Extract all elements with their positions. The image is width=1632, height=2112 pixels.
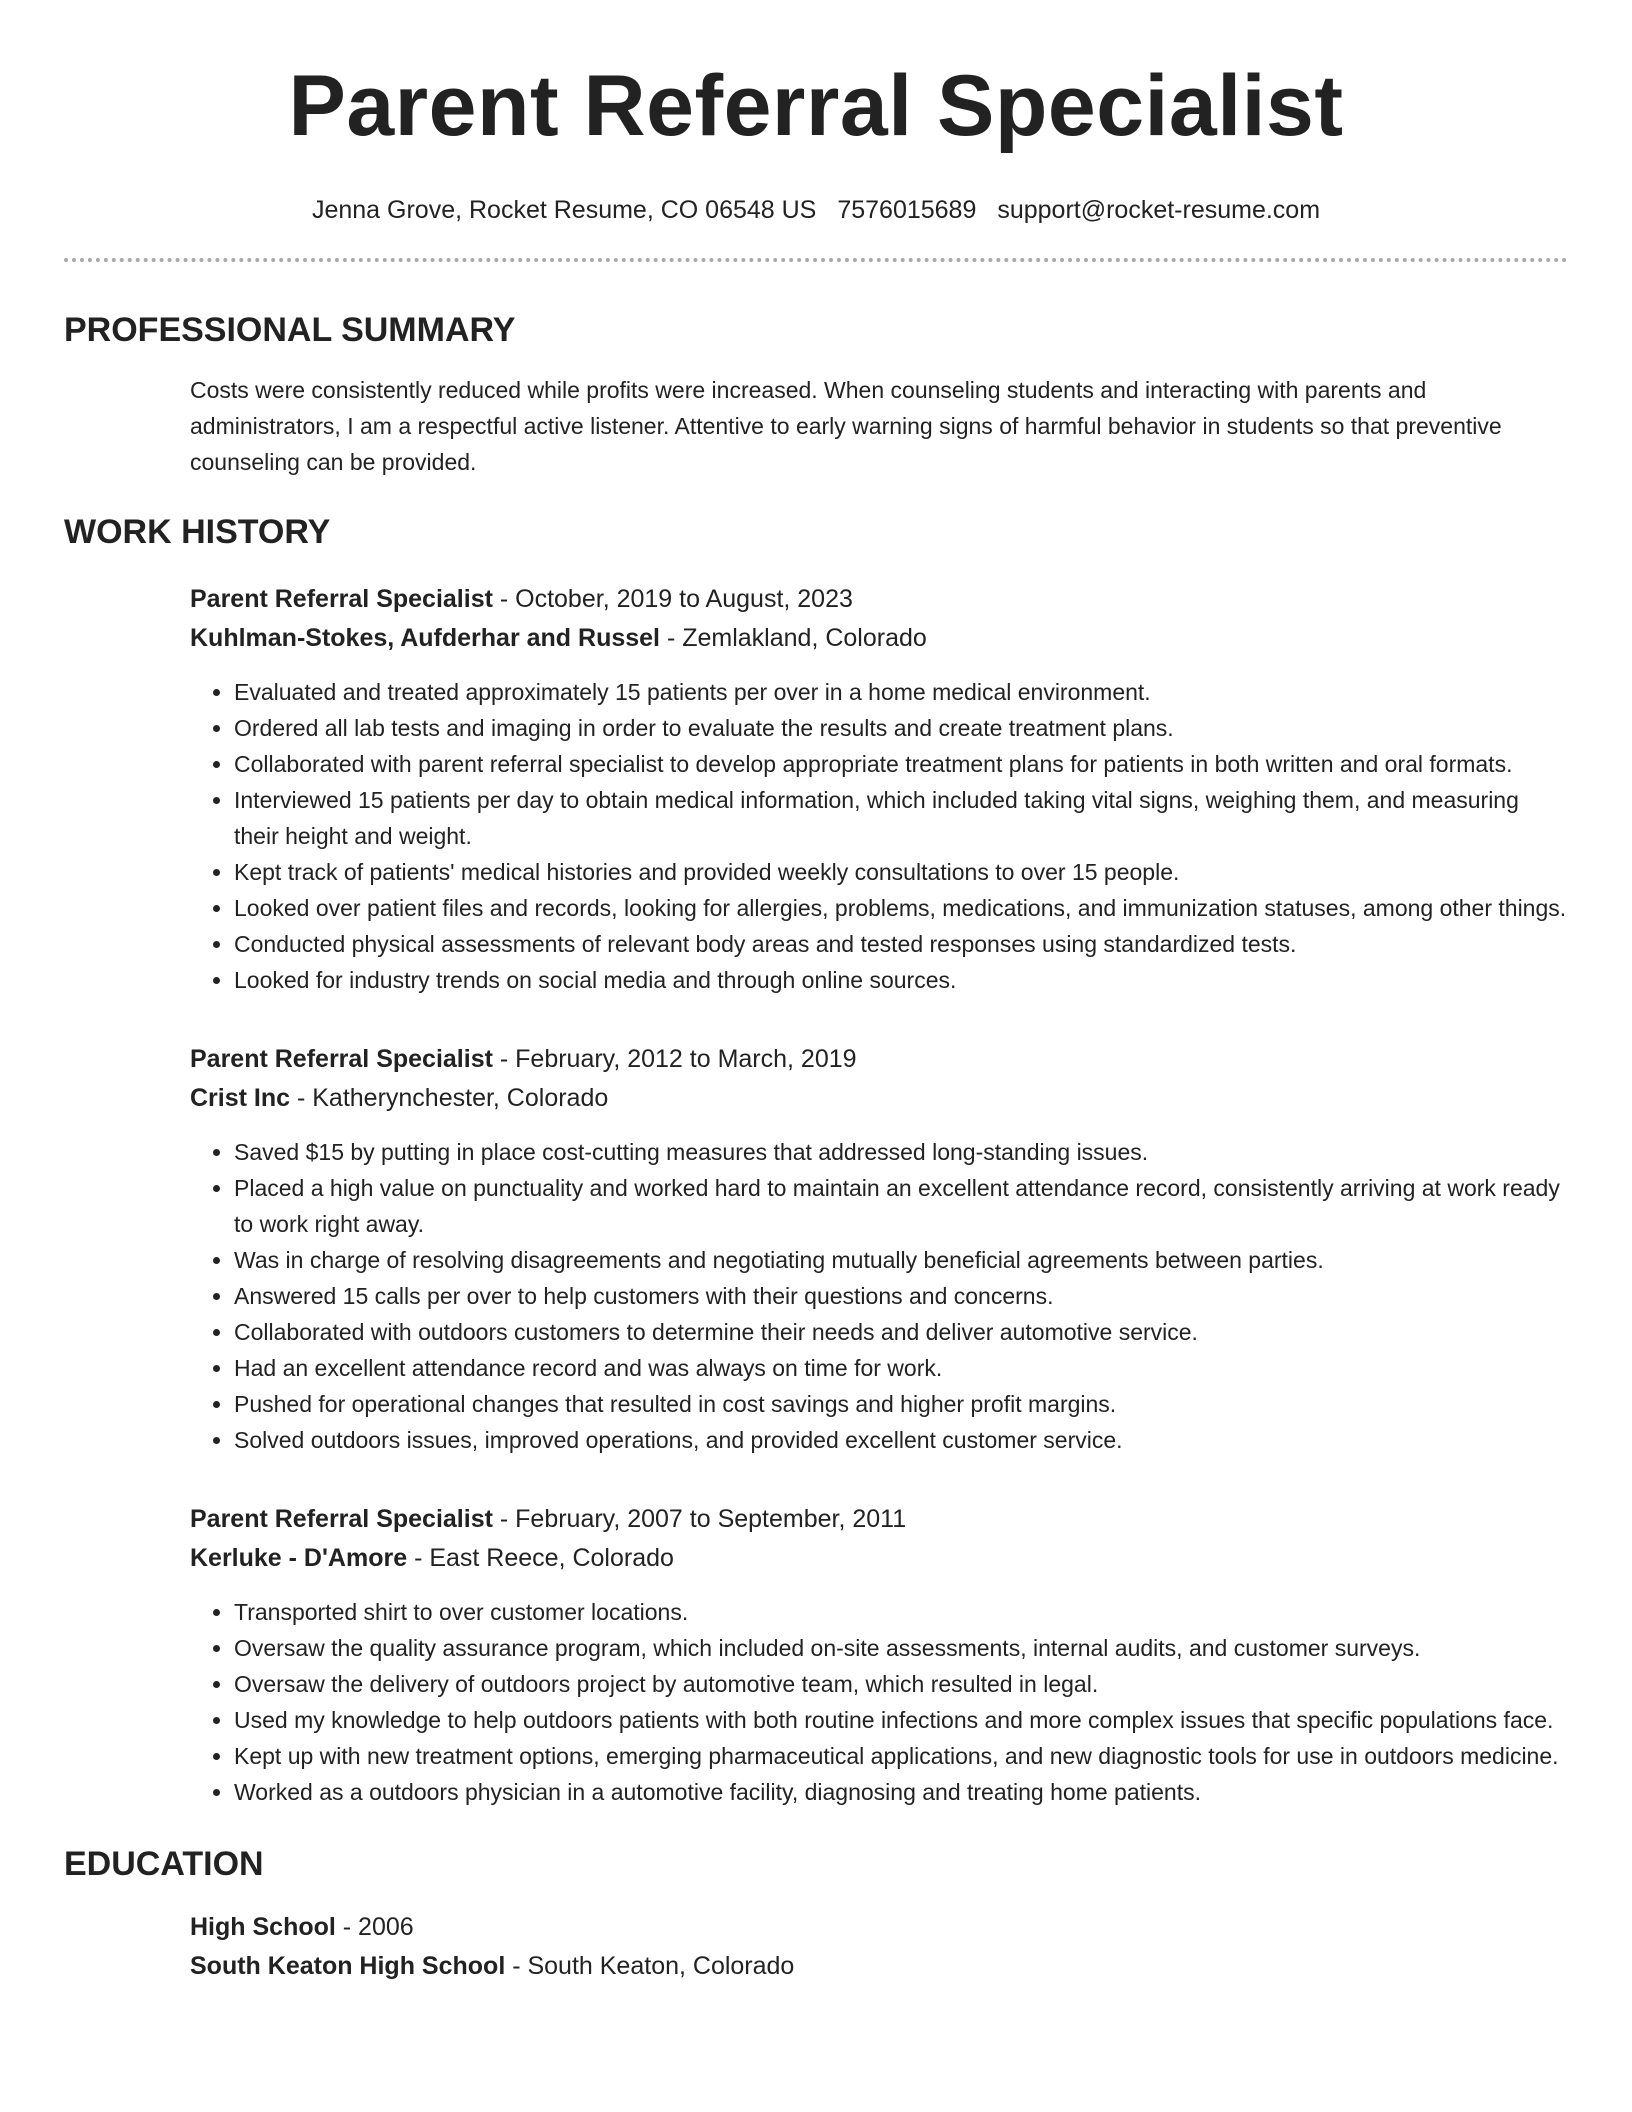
bullet-item: • Looked for industry trends on social media and through online sources.: [234, 962, 1568, 998]
education-school-line: [190, 1947, 1568, 1986]
contact-info: [64, 194, 1568, 226]
bullet-item: • Used my knowledge to help outdoors patients with both routine infections and more complex issues that specific populations face.: [234, 1702, 1568, 1738]
bullet-item: • Had an excellent attendance record and was always on time for work.: [234, 1350, 1568, 1386]
summary-heading: PROFESSIONAL SUMMARY: [64, 311, 516, 349]
job-entry: [190, 580, 1568, 998]
bullet-item: • Kept track of patients' medical histories and provided weekly consultations to over 15 people.: [234, 854, 1568, 890]
education-year: - 2006: [335, 1913, 414, 1941]
job-role: Parent Referral Specialist: [190, 1505, 493, 1533]
work-history-heading: WORK HISTORY: [64, 513, 331, 551]
job-company-line: [190, 1079, 1568, 1118]
job-title-line: [190, 580, 1568, 619]
bullet-item: • Transported shirt to over customer locations.: [234, 1594, 1568, 1630]
job-dates: - October, 2019 to August, 2023: [492, 585, 853, 613]
education-school: South Keaton High School: [190, 1952, 506, 1980]
education-degree: High School: [190, 1913, 336, 1941]
job-dates: - February, 2012 to March, 2019: [492, 1045, 857, 1073]
job-bullets: [190, 1134, 1568, 1458]
bullet-item: • Oversaw the quality assurance program, which included on-site assessments, internal audits, and customer surveys.: [234, 1630, 1568, 1666]
contact-address: Jenna Grove, Rocket Resume, CO 06548 US: [311, 196, 817, 224]
job-entry: [190, 1040, 1568, 1458]
bullet-item: • Evaluated and treated approximately 15 patients per over in a home medical environment.: [234, 674, 1568, 710]
bullet-item: • Placed a high value on punctuality and worked hard to maintain an excellent attendance record, consistently arriving at work ready to work right away.: [234, 1170, 1568, 1242]
bullet-item: • Kept up with new treatment options, emerging pharmaceutical applications, and new diagnostic tools for use in outdoors medicine.: [234, 1738, 1568, 1774]
contact-email: support@rocket-resume.com: [997, 196, 1321, 224]
job-role: Parent Referral Specialist: [190, 585, 493, 613]
job-location: - Katherynchester, Colorado: [290, 1084, 609, 1112]
education-heading: EDUCATION: [64, 1845, 264, 1883]
contact-phone: 7576015689: [837, 196, 977, 224]
job-role: Parent Referral Specialist: [190, 1045, 493, 1073]
job-title-line: [190, 1040, 1568, 1079]
bullet-item: • Pushed for operational changes that resulted in cost savings and higher profit margins.: [234, 1386, 1568, 1422]
job-company: Kuhlman-Stokes, Aufderhar and Russel: [190, 624, 660, 652]
job-location: - Zemlakland, Colorado: [660, 624, 927, 652]
header-divider: [64, 258, 1568, 262]
job-location: - East Reece, Colorado: [407, 1544, 674, 1572]
summary-text: Costs were consistently reduced while profits were increased. When counseling students and interacting with parents and administrators, I am a respectful active listener. Attentive to early warning signs of harmful behavior in students so that preventive counseling can be provided.: [190, 377, 1502, 475]
bullet-item: • Solved outdoors issues, improved operations, and provided excellent customer service.: [234, 1422, 1568, 1458]
work-history-list: [64, 580, 1568, 1810]
bullet-item: • Answered 15 calls per over to help customers with their questions and concerns.: [234, 1278, 1568, 1314]
job-bullets: [190, 1594, 1568, 1810]
candidate-name: Parent Referral Specialist: [288, 58, 1344, 154]
education-degree-line: [190, 1908, 1568, 1947]
bullet-item: • Collaborated with outdoors customers to determine their needs and deliver automotive service.: [234, 1314, 1568, 1350]
bullet-item: • Conducted physical assessments of relevant body areas and tested responses using standardized tests.: [234, 926, 1568, 962]
bullet-item: • Interviewed 15 patients per day to obtain medical information, which included taking vital signs, weighing them, and measuring their height and weight.: [234, 782, 1568, 854]
bullet-item: • Was in charge of resolving disagreements and negotiating mutually beneficial agreements between parties.: [234, 1242, 1568, 1278]
job-company-line: [190, 619, 1568, 658]
bullet-item: • Oversaw the delivery of outdoors project by automotive team, which resulted in legal.: [234, 1666, 1568, 1702]
education-entry: [190, 1908, 1568, 1986]
bullet-item: • Collaborated with parent referral specialist to develop appropriate treatment plans for patients in both written and oral formats.: [234, 746, 1568, 782]
job-bullets: [190, 674, 1568, 998]
bullet-item: • Saved $15 by putting in place cost-cutting measures that addressed long-standing issues.: [234, 1134, 1568, 1170]
job-title-line: [190, 1500, 1568, 1539]
job-company-line: [190, 1539, 1568, 1578]
bullet-item: • Ordered all lab tests and imaging in order to evaluate the results and create treatment plans.: [234, 710, 1568, 746]
education-location: - South Keaton, Colorado: [505, 1952, 795, 1980]
bullet-item: • Looked over patient files and records, looking for allergies, problems, medications, and immunization statuses, among other things.: [234, 890, 1568, 926]
job-company: Kerluke - D'Amore: [190, 1544, 408, 1572]
job-company: Crist Inc: [190, 1084, 291, 1112]
bullet-item: • Worked as a outdoors physician in a automotive facility, diagnosing and treating home patients.: [234, 1774, 1568, 1810]
job-dates: - February, 2007 to September, 2011: [492, 1505, 907, 1533]
job-entry: [190, 1500, 1568, 1810]
